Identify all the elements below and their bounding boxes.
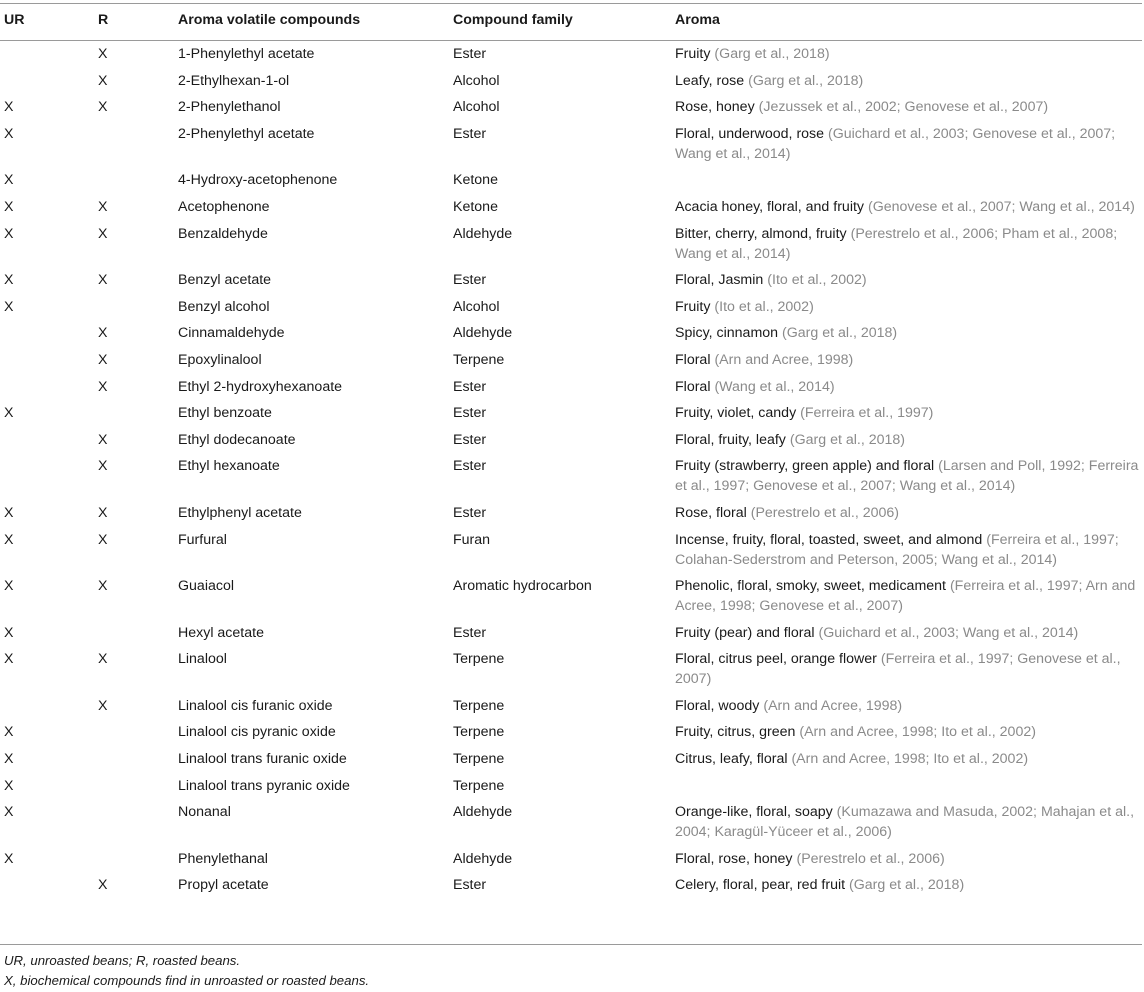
aroma-references: (Larsen and Poll, 1992; Ferreira et al., 1997; Genovese et al., 2007; Wang et al., 2014) xyxy=(675,458,1139,495)
cell-family: Ester xyxy=(453,46,487,62)
cell-aroma xyxy=(675,68,1142,95)
citation-text: Genovese et al., 2007; Wang et al., 2014 xyxy=(872,198,1131,215)
cell-ur: X xyxy=(4,804,14,821)
citation-text: Ferreira et al., 1997; Colahan-Sederstrom and Peterson, 2005; Wang et al., 2014 xyxy=(675,531,1119,568)
cell-family: Ester xyxy=(453,405,487,422)
cell-compound: Ethyl dodecanoate xyxy=(178,431,296,448)
cell-r: X xyxy=(98,578,108,595)
cell-aroma xyxy=(675,773,1142,800)
aroma-description: Celery, floral, pear, red fruit xyxy=(675,877,846,894)
cell-aroma xyxy=(675,620,1142,647)
aroma-description: Floral, woody xyxy=(675,697,760,714)
cell-family: Ester xyxy=(453,272,487,289)
aroma-references: (Ferreira et al., 1997) xyxy=(800,405,934,422)
cell-r: X xyxy=(98,431,108,448)
table-row xyxy=(0,374,1142,401)
cell-aroma xyxy=(675,427,1142,454)
table-row xyxy=(0,221,1142,268)
aroma-references: (Wang et al., 2014) xyxy=(714,378,835,395)
header-compound: Aroma volatile compounds xyxy=(178,12,361,28)
cell-r xyxy=(98,773,178,800)
table-row xyxy=(0,746,1142,773)
cell-compound: Linalool xyxy=(178,651,227,668)
table-row xyxy=(0,799,1142,846)
cell-family: Furan xyxy=(453,531,491,548)
table-row xyxy=(0,453,1142,500)
footnote-x-meaning: X, biochemical compounds find in unroasted or roasted beans. xyxy=(4,973,370,988)
cell-aroma xyxy=(675,41,1142,68)
table-row xyxy=(0,41,1142,68)
cell-family: Aldehyde xyxy=(453,850,513,867)
cell-ur: X xyxy=(4,198,14,215)
cell-aroma xyxy=(675,646,1142,693)
cell-compound: Linalool cis furanic oxide xyxy=(178,697,333,714)
cell-r xyxy=(98,846,178,873)
cell-family: Ester xyxy=(453,431,487,448)
cell-aroma xyxy=(675,347,1142,374)
cell-compound: Epoxylinalool xyxy=(178,351,262,368)
aroma-description: Citrus, leafy, floral xyxy=(675,751,788,768)
cell-ur: X xyxy=(4,777,14,794)
cell-ur xyxy=(0,872,98,899)
aroma-references: (Garg et al., 2018) xyxy=(849,877,965,894)
cell-compound: Nonanal xyxy=(178,804,231,821)
cell-ur xyxy=(0,427,98,454)
cell-ur: X xyxy=(4,504,14,521)
cell-r: X xyxy=(98,272,108,289)
aroma-references: (Perestrelo et al., 2006) xyxy=(796,850,945,867)
cell-aroma xyxy=(675,799,1142,846)
aroma-references: (Garg et al., 2018) xyxy=(714,46,830,62)
cell-aroma xyxy=(675,374,1142,401)
cell-aroma xyxy=(675,693,1142,720)
aroma-references: (Perestrelo et al., 2006; Pham et al., 2008; Wang et al., 2014) xyxy=(675,225,1118,262)
citation-text: Ferreira et al., 1997; Genovese et al., 2007 xyxy=(675,651,1121,688)
cell-r: X xyxy=(98,531,108,548)
cell-aroma xyxy=(675,221,1142,268)
cell-compound: Linalool trans furanic oxide xyxy=(178,751,347,768)
cell-r: X xyxy=(98,99,108,116)
cell-ur: X xyxy=(4,125,14,142)
cell-ur: X xyxy=(4,624,14,641)
cell-compound: Acetophenone xyxy=(178,198,270,215)
aroma-description: Bitter, cherry, almond, fruity xyxy=(675,225,847,242)
cell-r: X xyxy=(98,72,108,89)
aroma-references: (Guichard et al., 2003; Genovese et al., 2007; Wang et al., 2014) xyxy=(675,125,1116,162)
cell-r: X xyxy=(98,225,108,242)
table-body xyxy=(0,41,1142,899)
cell-aroma xyxy=(675,400,1142,427)
header-r: R xyxy=(98,12,109,28)
table-row xyxy=(0,167,1142,194)
cell-r xyxy=(98,719,178,746)
cell-compound: Phenylethanal xyxy=(178,850,268,867)
cell-compound: 2-Phenylethanol xyxy=(178,99,281,116)
cell-r: X xyxy=(98,198,108,215)
header-ur: UR xyxy=(4,12,25,28)
citation-text: Arn and Acree, 1998; Ito et al., 2002 xyxy=(804,724,1032,741)
aroma-description: Floral, rose, honey xyxy=(675,850,793,867)
table-row xyxy=(0,68,1142,95)
cell-r: X xyxy=(98,378,108,395)
aroma-description: Rose, honey xyxy=(675,99,755,116)
cell-compound: Benzaldehyde xyxy=(178,225,268,242)
aroma-references: (Arn and Acree, 1998) xyxy=(714,351,854,368)
cell-family: Ester xyxy=(453,458,487,475)
aroma-description: Orange-like, floral, soapy xyxy=(675,804,833,821)
table-row xyxy=(0,94,1142,121)
table-row xyxy=(0,500,1142,527)
aroma-description: Incense, fruity, floral, toasted, sweet, and almond xyxy=(675,531,983,548)
cell-aroma xyxy=(675,121,1142,168)
cell-family: Terpene xyxy=(453,697,505,714)
table-footnotes xyxy=(4,951,369,991)
cell-compound: Propyl acetate xyxy=(178,877,269,894)
table-row xyxy=(0,846,1142,873)
aroma-description: Leafy, rose xyxy=(675,72,745,89)
cell-r: X xyxy=(98,651,108,668)
table-row xyxy=(0,320,1142,347)
aroma-references: (Perestrelo et al., 2006) xyxy=(750,504,899,521)
cell-aroma xyxy=(675,527,1142,574)
header-aroma: Aroma xyxy=(675,12,720,28)
citation-text: Arn and Acree, 1998 xyxy=(768,697,898,714)
aroma-description: Fruity, citrus, green xyxy=(675,724,796,741)
aroma-references: (Ferreira et al., 1997; Genovese et al., 2007) xyxy=(675,651,1121,688)
cell-r xyxy=(98,746,178,773)
cell-aroma xyxy=(675,267,1142,294)
cell-ur: X xyxy=(4,99,14,116)
table-row xyxy=(0,872,1142,899)
cell-compound: Ethyl hexanoate xyxy=(178,458,280,475)
cell-ur: X xyxy=(4,225,14,242)
citation-text: Kumazawa and Masuda, 2002; Mahajan et al., 2004; Karagül-Yüceer et al., 2006 xyxy=(675,804,1135,841)
table-row xyxy=(0,646,1142,693)
aroma-references: (Ito et al., 2002) xyxy=(767,272,867,289)
aroma-description: Floral xyxy=(675,378,711,395)
table-row xyxy=(0,267,1142,294)
cell-ur: X xyxy=(4,405,14,422)
cell-r xyxy=(98,799,178,846)
cell-r: X xyxy=(98,325,108,342)
citation-text: Garg et al., 2018 xyxy=(794,431,901,448)
aroma-description: Spicy, cinnamon xyxy=(675,325,779,342)
table-bottom-rule xyxy=(0,944,1142,945)
aroma-description: Fruity (pear) and floral xyxy=(675,624,815,641)
header-family: Compound family xyxy=(453,12,573,28)
cell-family: Terpene xyxy=(453,651,505,668)
footnote-abbreviations: UR, unroasted beans; R, roasted beans. xyxy=(4,953,241,968)
cell-r: X xyxy=(98,877,108,894)
aroma-references: (Garg et al., 2018) xyxy=(782,325,898,342)
cell-family: Aldehyde xyxy=(453,804,513,821)
table-row xyxy=(0,347,1142,374)
cell-compound: Furfural xyxy=(178,531,227,548)
cell-compound: 2-Ethylhexan-1-ol xyxy=(178,72,290,89)
citation-text: Perestrelo et al., 2006; Pham et al., 2008; Wang et al., 2014 xyxy=(675,225,1118,262)
cell-compound: Cinnamaldehyde xyxy=(178,325,285,342)
cell-ur xyxy=(0,693,98,720)
cell-aroma xyxy=(675,500,1142,527)
aroma-description: Fruity, violet, candy xyxy=(675,405,797,422)
cell-family: Ester xyxy=(453,877,487,894)
cell-family: Ketone xyxy=(453,172,498,189)
cell-compound: Linalool trans pyranic oxide xyxy=(178,777,350,794)
cell-compound: Benzyl acetate xyxy=(178,272,272,289)
cell-family: Ester xyxy=(453,125,487,142)
table-row xyxy=(0,693,1142,720)
aroma-references: (Kumazawa and Masuda, 2002; Mahajan et al., 2004; Karagül-Yüceer et al., 2006) xyxy=(675,804,1135,841)
cell-family: Alcohol xyxy=(453,298,500,315)
cell-ur: X xyxy=(4,751,14,768)
cell-aroma xyxy=(675,872,1142,899)
cell-ur xyxy=(0,347,98,374)
cell-compound: Hexyl acetate xyxy=(178,624,264,641)
cell-compound: 2-Phenylethyl acetate xyxy=(178,125,315,142)
cell-r xyxy=(98,167,178,194)
cell-ur: X xyxy=(4,724,14,741)
cell-aroma xyxy=(675,194,1142,221)
cell-ur xyxy=(0,320,98,347)
cell-ur: X xyxy=(4,172,14,189)
citation-text: Ito et al., 2002 xyxy=(772,272,862,289)
aroma-references: (Ferreira et al., 1997; Colahan-Sederstrom and Peterson, 2005; Wang et al., 2014) xyxy=(675,531,1119,568)
cell-family: Ester xyxy=(453,504,487,521)
aroma-description: Fruity xyxy=(675,46,711,62)
aroma-description: Fruity xyxy=(675,298,711,315)
aroma-description: Floral, citrus peel, orange flower xyxy=(675,651,877,668)
cell-ur xyxy=(0,68,98,95)
cell-family: Ester xyxy=(453,624,487,641)
cell-ur: X xyxy=(4,272,14,289)
cell-compound: Ethyl 2-hydroxyhexanoate xyxy=(178,378,343,395)
citation-text: Ito et al., 2002 xyxy=(719,298,810,315)
table-row xyxy=(0,294,1142,321)
aroma-references: (Arn and Acree, 1998) xyxy=(763,697,903,714)
table-row xyxy=(0,121,1142,168)
aroma-references: (Garg et al., 2018) xyxy=(748,72,864,89)
cell-family: Aromatic hydrocarbon xyxy=(453,578,592,595)
citation-text: Jezussek et al., 2002; Genovese et al., 2007 xyxy=(763,99,1044,116)
cell-family: Aldehyde xyxy=(453,225,513,242)
cell-family: Terpene xyxy=(453,751,505,768)
cell-compound: 4-Hydroxy-acetophenone xyxy=(178,172,338,189)
cell-aroma xyxy=(675,94,1142,121)
citation-text: Arn and Acree, 1998; Ito et al., 2002 xyxy=(796,751,1024,768)
citation-text: Garg et al., 2018 xyxy=(719,46,825,62)
cell-aroma xyxy=(675,453,1142,500)
cell-ur: X xyxy=(4,651,14,668)
citation-text: Perestrelo et al., 2006 xyxy=(801,850,940,867)
cell-aroma xyxy=(675,746,1142,773)
aroma-description: Fruity (strawberry, green apple) and floral xyxy=(675,458,935,475)
cell-r xyxy=(98,400,178,427)
cell-family: Aldehyde xyxy=(453,325,513,342)
cell-r: X xyxy=(98,458,108,475)
cell-aroma xyxy=(675,167,1142,194)
aroma-references: (Arn and Acree, 1998; Ito et al., 2002) xyxy=(791,751,1029,768)
aroma-references: (Guichard et al., 2003; Wang et al., 2014) xyxy=(818,624,1079,641)
cell-aroma xyxy=(675,573,1142,620)
cell-r: X xyxy=(98,697,108,714)
cell-r: X xyxy=(98,351,108,368)
table-row xyxy=(0,620,1142,647)
cell-compound: Guaiacol xyxy=(178,578,234,595)
table-row xyxy=(0,427,1142,454)
aroma-description: Floral, fruity, leafy xyxy=(675,431,786,448)
cell-family: Terpene xyxy=(453,724,505,741)
cell-family: Alcohol xyxy=(453,72,500,89)
aroma-references: (Jezussek et al., 2002; Genovese et al., 2007) xyxy=(758,99,1049,116)
aroma-description: Floral, underwood, rose xyxy=(675,125,825,142)
cell-aroma xyxy=(675,719,1142,746)
cell-compound: Ethylphenyl acetate xyxy=(178,504,302,521)
cell-aroma xyxy=(675,846,1142,873)
cell-compound: Benzyl alcohol xyxy=(178,298,270,315)
cell-ur: X xyxy=(4,850,14,867)
cell-ur: X xyxy=(4,531,14,548)
cell-ur: X xyxy=(4,578,14,595)
cell-r xyxy=(98,294,178,321)
aroma-references: (Arn and Acree, 1998; Ito et al., 2002) xyxy=(799,724,1036,741)
aroma-description: Phenolic, floral, smoky, sweet, medicament xyxy=(675,578,946,595)
cell-family: Alcohol xyxy=(453,99,500,116)
table-row xyxy=(0,573,1142,620)
aroma-references: (Ferreira et al., 1997; Arn and Acree, 1998; Genovese et al., 2007) xyxy=(675,578,1136,615)
citation-text: Arn and Acree, 1998 xyxy=(719,351,849,368)
aroma-references: (Garg et al., 2018) xyxy=(789,431,906,448)
citation-text: Perestrelo et al., 2006 xyxy=(755,504,895,521)
aroma-description: Rose, floral xyxy=(675,504,747,521)
cell-aroma xyxy=(675,320,1142,347)
citation-text: Garg et al., 2018 xyxy=(786,325,893,342)
cell-compound: Linalool cis pyranic oxide xyxy=(178,724,336,741)
cell-family: Terpene xyxy=(453,351,505,368)
aroma-description: Floral, Jasmin xyxy=(675,272,764,289)
aroma-description: Floral xyxy=(675,351,711,368)
citation-text: Guichard et al., 2003; Wang et al., 2014 xyxy=(823,624,1074,641)
table-row xyxy=(0,773,1142,800)
cell-ur xyxy=(0,453,98,500)
cell-r: X xyxy=(98,46,108,62)
cell-family: Ketone xyxy=(453,198,498,215)
aroma-description: Acacia honey, floral, and fruity xyxy=(675,198,865,215)
cell-r xyxy=(98,121,178,168)
citation-text: Wang et al., 2014 xyxy=(719,378,830,395)
table-row xyxy=(0,194,1142,221)
citation-text: Garg et al., 2018 xyxy=(752,72,859,89)
cell-ur: X xyxy=(4,298,14,315)
citation-text: Garg et al., 2018 xyxy=(853,877,960,894)
cell-ur xyxy=(0,374,98,401)
cell-r: X xyxy=(98,504,108,521)
cell-family: Ester xyxy=(453,378,487,395)
citation-text: Ferreira et al., 1997; Arn and Acree, 1998; Genovese et al., 2007 xyxy=(675,578,1136,615)
citation-text: Guichard et al., 2003; Genovese et al., 2007; Wang et al., 2014 xyxy=(675,125,1116,162)
cell-ur xyxy=(0,41,98,68)
table-row xyxy=(0,719,1142,746)
table-row xyxy=(0,400,1142,427)
table-row xyxy=(0,527,1142,574)
cell-family: Terpene xyxy=(453,777,505,794)
aroma-compounds-table xyxy=(0,3,1142,899)
aroma-references: (Ito et al., 2002) xyxy=(714,298,814,315)
aroma-references: (Genovese et al., 2007; Wang et al., 2014) xyxy=(867,198,1135,215)
header-row xyxy=(0,3,1142,41)
cell-aroma xyxy=(675,294,1142,321)
cell-compound: Ethyl benzoate xyxy=(178,405,272,422)
cell-r xyxy=(98,620,178,647)
cell-compound: 1-Phenylethyl acetate xyxy=(178,46,315,62)
citation-text: Larsen and Poll, 1992; Ferreira et al., 1997; Genovese et al., 2007; Wang et al., 2014 xyxy=(675,458,1139,495)
citation-text: Ferreira et al., 1997 xyxy=(804,405,929,422)
